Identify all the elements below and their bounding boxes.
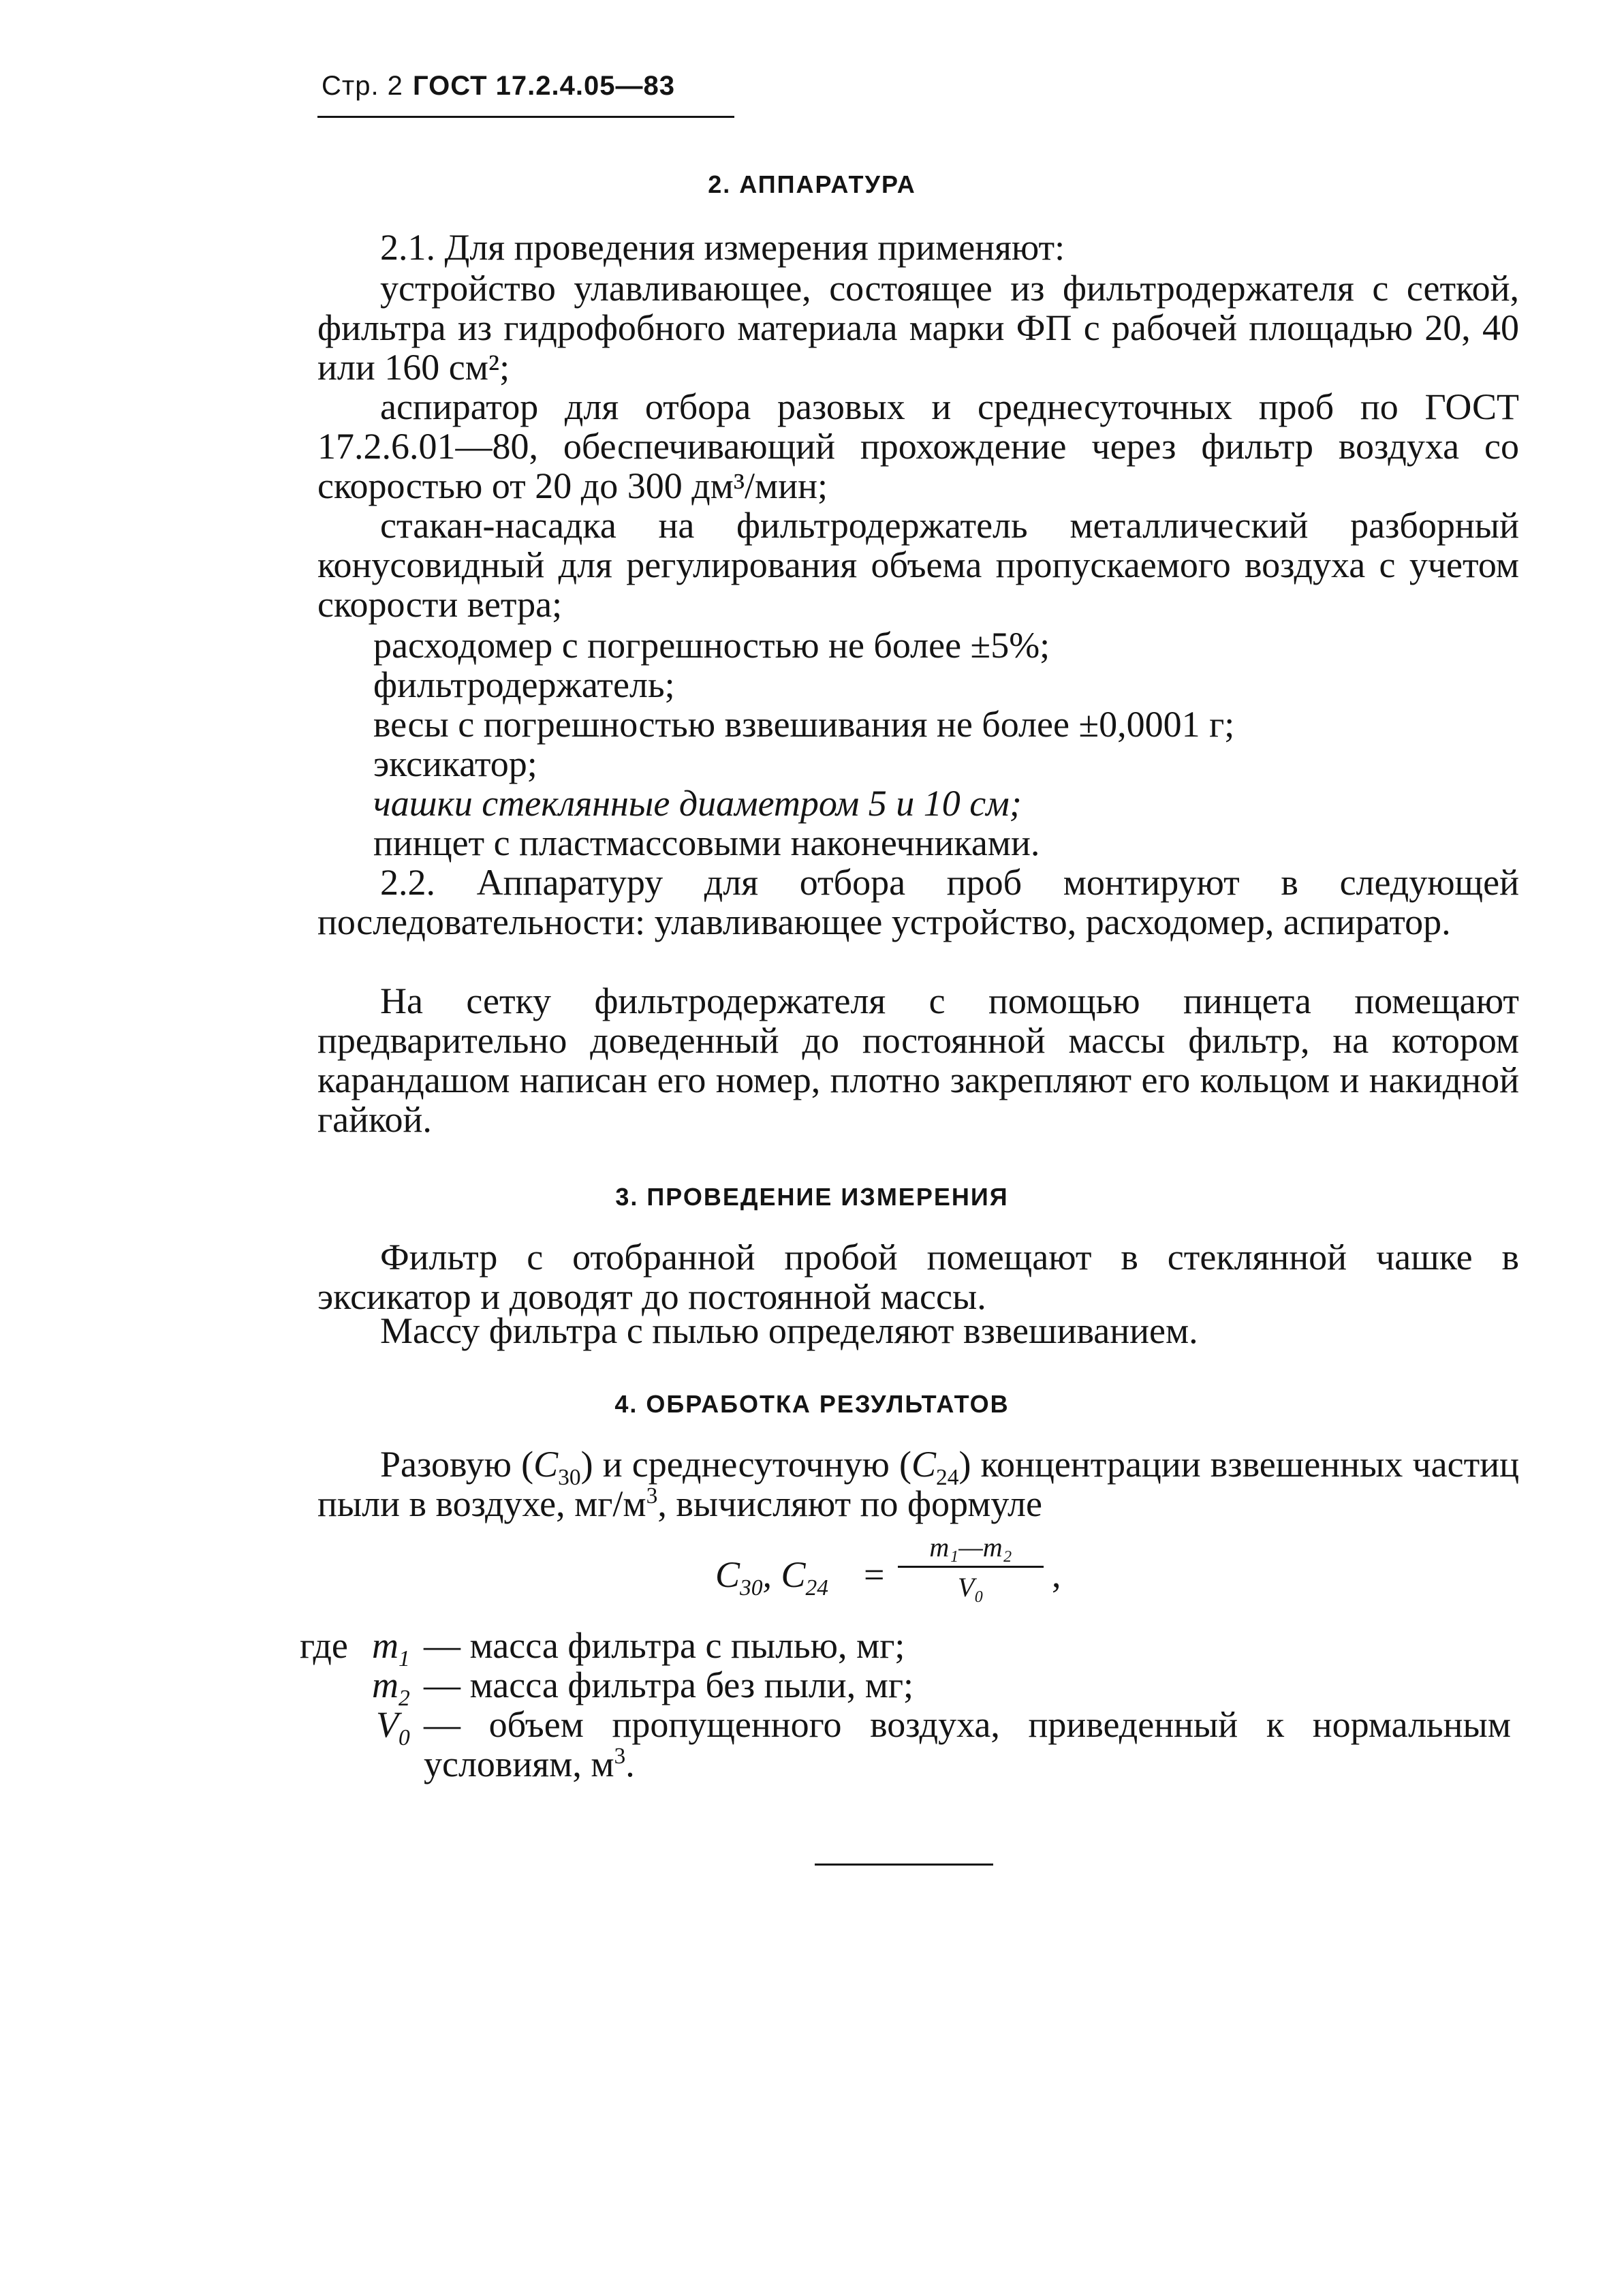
apparatus-item-capture-device: устройство улавливающее, состоящее из фильтродержателя с сеткой, фильтра из гидрофобного материала марки ФП с рабочей площадью 20, 40 или 160 см²; xyxy=(317,268,1519,388)
document-code: ГОСТ 17.2.4.05—83 xyxy=(412,71,675,101)
paragraph-4-intro: Разовую $(C_{30})$ и среднесуточную $(C_{24})$ концентрации взвешенных частиц пыли в воздухе, $мг/м^3$, вычисляют по формуле xyxy=(317,1444,1519,1524)
legend-text-m2: — масса фильтра без пыли, мг; xyxy=(424,1665,914,1705)
paragraph-2-2: 2.2. Аппаратуру для отбора проб монтируют в следующей последовательности: улавливающее устройство, расходомер, аспиратор. xyxy=(317,862,1519,942)
legend-symbol-m2: $m_2$ xyxy=(372,1665,410,1711)
section-heading-results: 4. ОБРАБОТКА РЕЗУЛЬТАТОВ xyxy=(614,1390,1010,1418)
formula-denominator: V₀ xyxy=(957,1572,984,1603)
formula-equals: = xyxy=(864,1554,885,1595)
section-heading-apparatus: 2. АППАРАТУРА xyxy=(708,170,916,198)
end-rule xyxy=(815,1864,993,1866)
page-header xyxy=(322,71,675,102)
apparatus-item-nozzle-cup: стакан-насадка на фильтродержатель металлический разборный конусовидный для регулирования объема пропускаемого воздуха с учетом скорости ветра; xyxy=(317,505,1519,625)
concentration-formula: $C_{30}$, $C_{24}$ = m₁—m₂ V₀ , xyxy=(715,1532,1061,1603)
paragraph-2-2-mounting: На сетку фильтродержателя с помощью пинцета помещают предварительно доведенный до постоянной массы фильтр, на котором карандашом написан его номер, плотно закрепляют его кольцом и накидной гайкой. xyxy=(317,980,1519,1140)
apparatus-item-desiccator: эксикатор; xyxy=(373,743,537,784)
formula-numerator: m₁—m₂ xyxy=(929,1532,1012,1562)
apparatus-item-glass-dishes: чашки стеклянные диаметром 5 и 10 см; xyxy=(373,783,1022,824)
section-heading-measurement: 3. ПРОВЕДЕНИЕ ИЗМЕРЕНИЯ xyxy=(615,1183,1009,1211)
legend-symbol-m1: $m_1$ xyxy=(372,1625,410,1671)
legend-symbol-v0: $V_0$ xyxy=(376,1704,410,1750)
apparatus-item-filter-holder: фильтродержатель; xyxy=(373,664,675,705)
fraction-bar xyxy=(898,1566,1044,1568)
legend-text-m1: — масса фильтра с пылью, мг; xyxy=(424,1625,905,1666)
legend-where-word: где xyxy=(300,1625,348,1666)
apparatus-item-scales: весы с погрешностью взвешивания не более ±0,0001 г; xyxy=(373,704,1235,745)
formula-lhs: $C_{30}$, $C_{24}$ xyxy=(715,1554,828,1601)
page-number: Стр. 2 xyxy=(322,71,403,101)
paragraph-3-2: Массу фильтра с пылью определяют взвешиванием. xyxy=(380,1310,1198,1351)
paragraph-2-1: 2.1. Для проведения измерения применяют: xyxy=(380,227,1065,268)
header-rule xyxy=(317,116,734,118)
legend-text-v0: — объем пропущенного воздуха, приведенный к нормальным условиям, $м^3$. xyxy=(424,1704,1511,1784)
formula-fraction xyxy=(898,1532,1044,1603)
apparatus-item-aspirator: аспиратор для отбора разовых и среднесуточных проб по ГОСТ 17.2.6.01—80, обеспечивающий прохождение через фильтр воздуха со скоростью от 20 до 300 дм³/мин; xyxy=(317,386,1519,506)
apparatus-item-tweezers: пинцет с пластмассовыми наконечниками. xyxy=(373,822,1040,863)
paragraph-3-1: Фильтр с отобранной пробой помещают в стеклянной чашке в эксикатор и доводят до постоянной массы. xyxy=(317,1237,1519,1317)
apparatus-item-flowmeter: расходомер с погрешностью не более ±5%; xyxy=(373,625,1050,666)
